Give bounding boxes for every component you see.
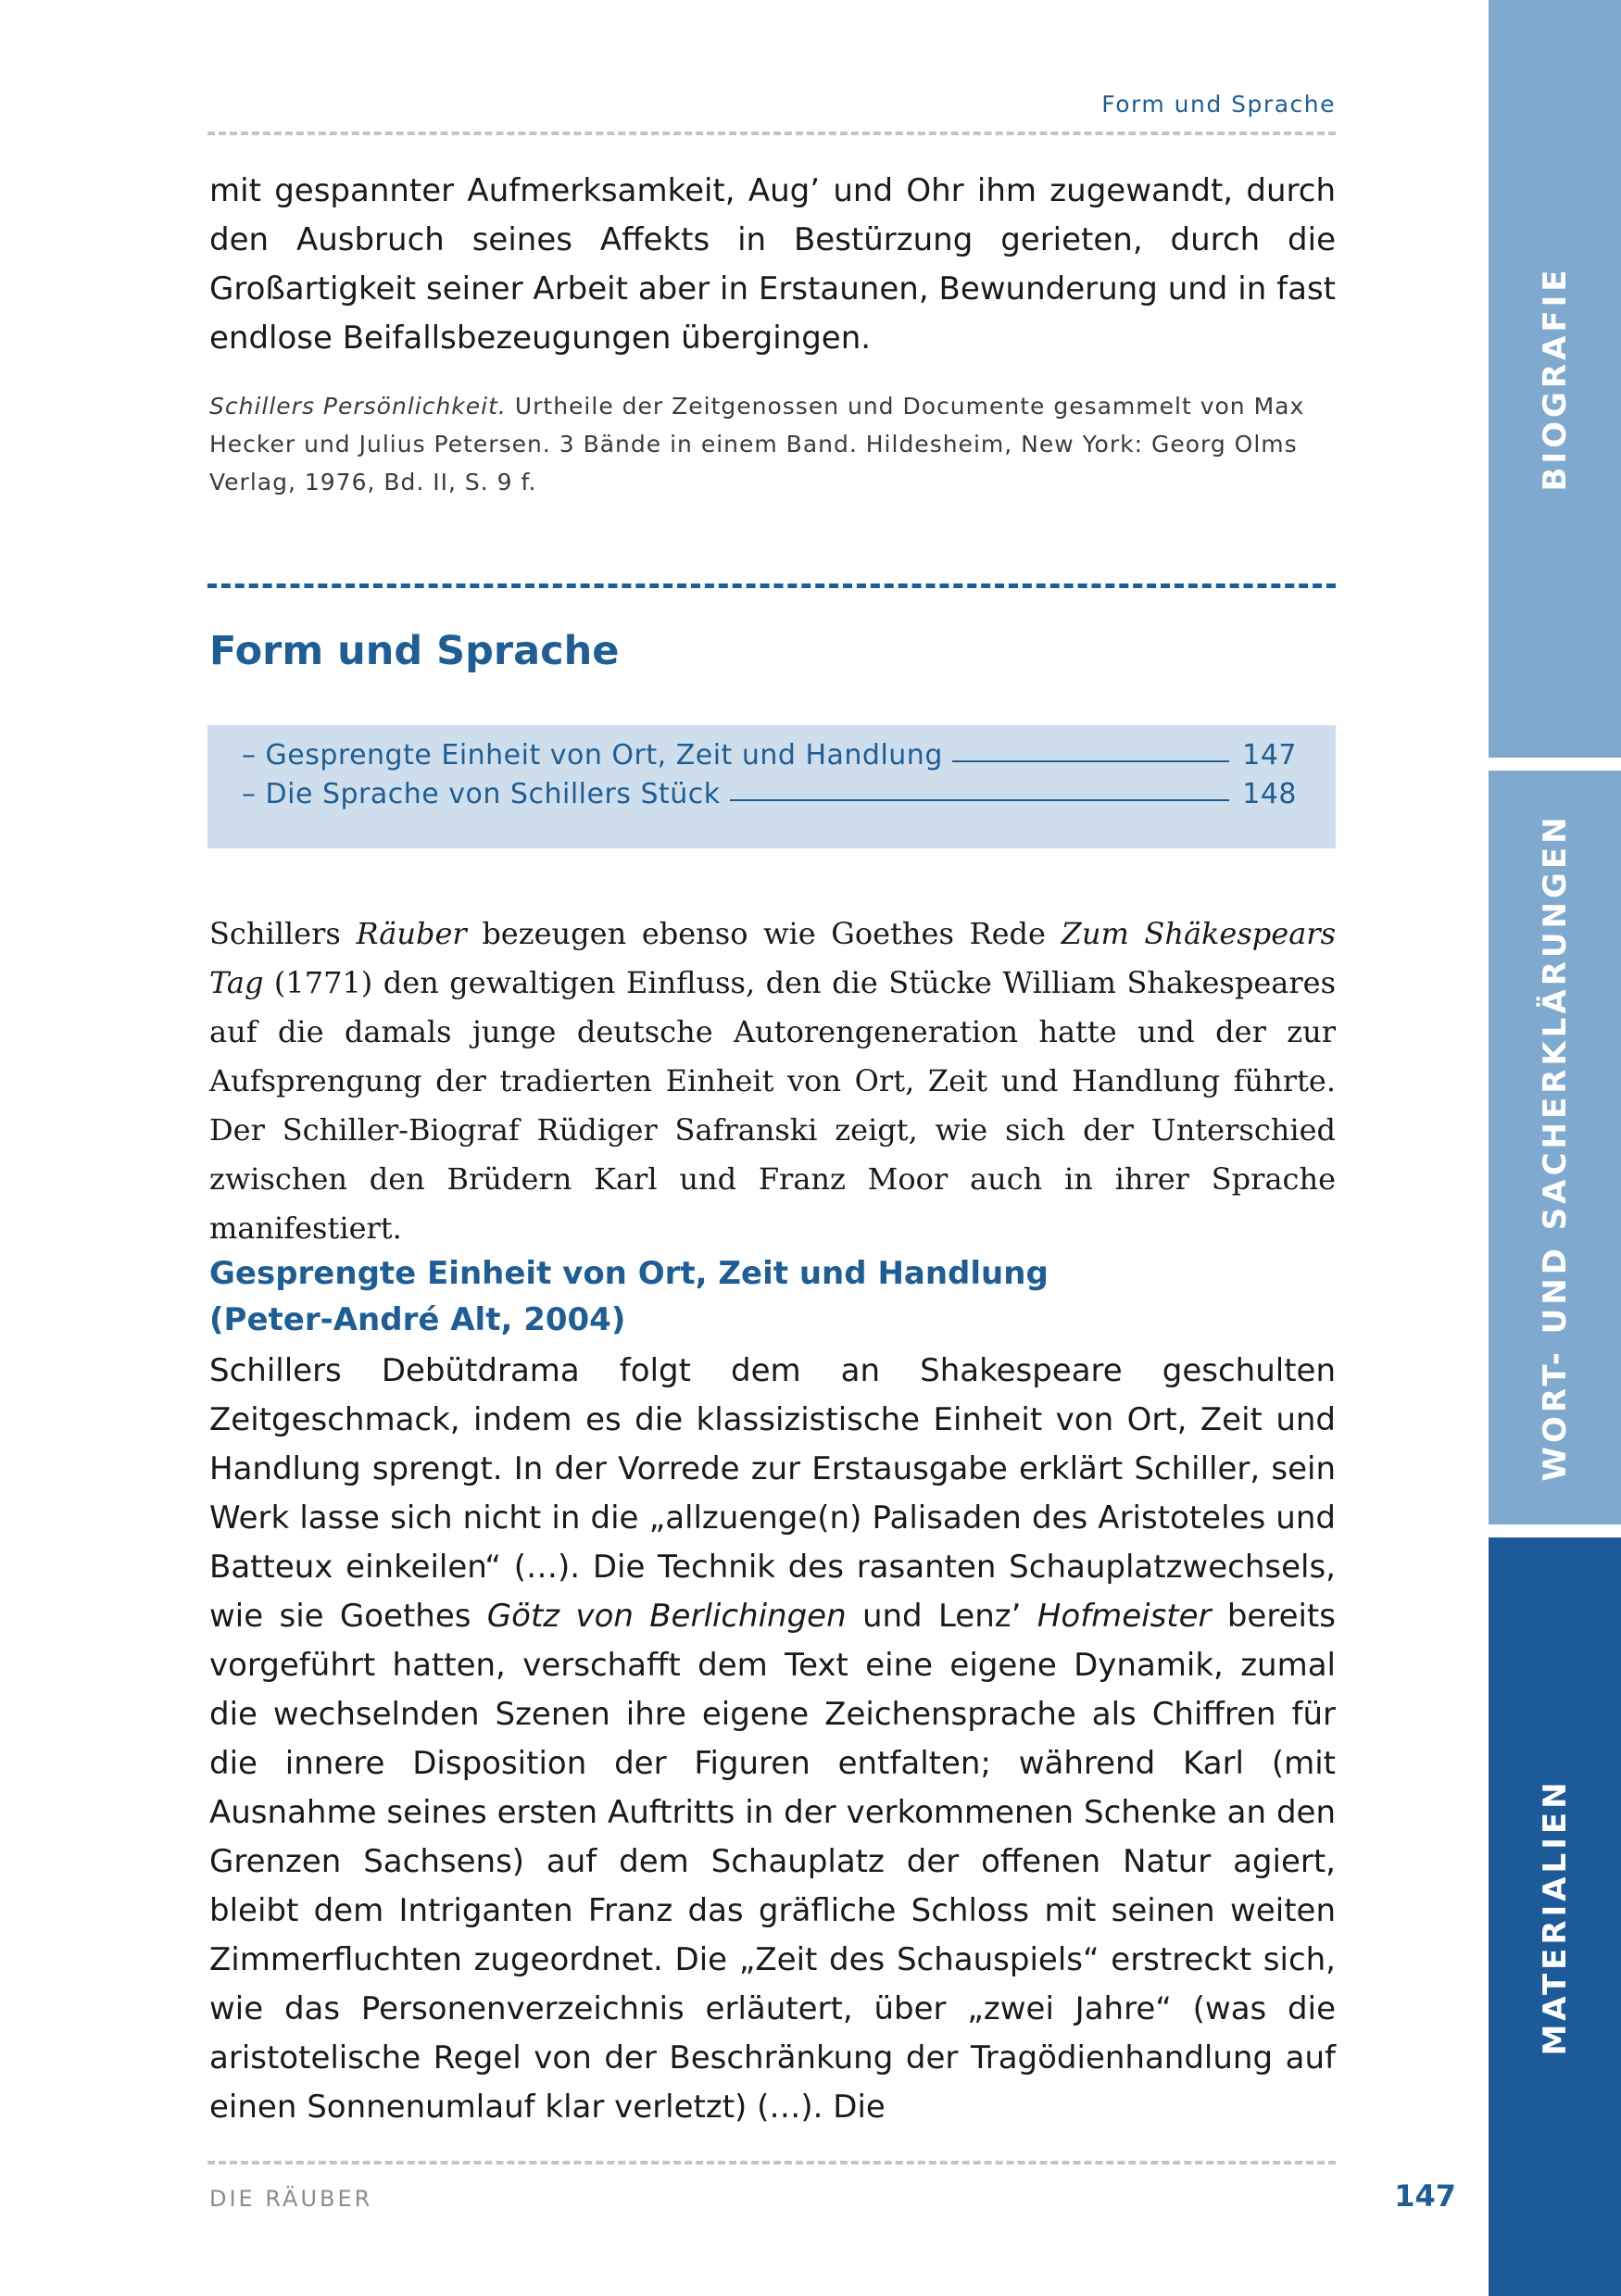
section-title: Form und Sprache	[209, 628, 620, 674]
source-citation	[209, 387, 1336, 501]
article-italic-title: Hofmeister	[1037, 1598, 1212, 1635]
lead-text: Schillers	[209, 916, 357, 951]
lead-italic-title: Räuber	[356, 916, 467, 951]
table-of-contents	[207, 725, 1336, 848]
article-text: und Lenz’	[846, 1598, 1037, 1635]
source-details: Urtheile der Zeitgenossen und Documente gesammelt von Max Hecker und Julius Petersen. 3 Bände in einem Band. Hildesheim, New York: Georg Olms Verlag, 1976, Bd. II, S. 9 f.	[209, 393, 1305, 496]
article-heading	[209, 1250, 1049, 1343]
header-divider	[207, 132, 1336, 135]
tab-materialien[interactable]	[1489, 1537, 1621, 2296]
lead-paragraph	[209, 910, 1336, 1253]
footer-book-title: DIE RÄUBER	[209, 2186, 373, 2212]
article-heading-author: (Peter-André Alt, 2004)	[209, 1301, 626, 1338]
article-heading-title: Gesprengte Einheit von Ort, Zeit und Handlung	[209, 1255, 1049, 1292]
running-header: Form und Sprache	[1101, 91, 1336, 118]
tab-wort-und-sacherklaerungen[interactable]	[1489, 771, 1621, 1524]
lead-text: (1771) den gewaltigen Einfluss, den die Stücke William Shakespeares auf die damals junge deutsche Autorengeneration hatte und der zur Aufsprengung der tradierten Einheit von Ort, Zeit und Handlung führte. Der Schiller-Biograf Rüdiger Safranski zeigt, wie sich der Unterschied zwischen den Brüdern Karl und Franz Moor auch in ihrer Sprache manifestiert.	[209, 965, 1336, 1246]
tab-materialien-label: MATERIALIEN	[1536, 1777, 1574, 2056]
toc-leader	[952, 760, 1229, 762]
toc-item-label: – Die Sprache von Schillers Stück	[242, 778, 721, 810]
article-text: Schillers Debütdrama folgt dem an Shakespeare geschulten Zeitgeschmack, indem es die klassizistische Einheit von Ort, Zeit und Handlung sprengt. In der Vorrede zur Erstausgabe erklärt Schiller, sein Werk lasse sich nicht in die „allzuenge(n) Palisaden des Aristoteles und Batteux einkeilen“ (…). Die Technik des rasanten Schauplatzwechsels, wie sie Goethes	[209, 1352, 1336, 1635]
toc-item[interactable]	[242, 734, 1297, 772]
footer-divider	[207, 2161, 1336, 2164]
page-number: 147	[1394, 2178, 1456, 2214]
toc-item-label: – Gesprengte Einheit von Ort, Zeit und Handlung	[242, 739, 943, 772]
tab-wort-label: WORT- UND SACHERKLÄRUNGEN	[1536, 813, 1574, 1482]
lead-italic-title: Zum Shäkespears Tag	[209, 916, 1337, 1000]
toc-leader	[730, 799, 1230, 801]
toc-item[interactable]	[242, 773, 1297, 810]
lead-text: bezeugen ebenso wie Goethes Rede	[466, 916, 1062, 951]
toc-item-page: 148	[1242, 778, 1297, 810]
article-italic-title: Götz von Berlichingen	[486, 1598, 847, 1635]
article-text: bereits vorgeführt hatten, verschafft dem Text eine eigene Dynamik, zumal die wechselnden Szenen ihre eigene Zeichensprache als Chiffren für die innere Disposition der Figuren entfalten; während Karl (mit Ausnahme seines ersten Auftritts in der verkommenen Schenke an den Grenzen Sachsens) auf dem Schauplatz der offenen Natur agiert, bleibt dem Intriganten Franz das gräfliche Schloss mit seinen weiten Zimmerfluchten zugeordnet. Die „Zeit des Schauspiels“ erstreckt sich, wie das Personenverzeichnis erläutert, über „zwei Jahre“ (was die aristotelische Regel von der Beschränkung der Tragödienhandlung auf einen Sonnenumlauf klar verletzt) (…). Die	[209, 1598, 1336, 2126]
tab-biografie-label: BIOGRAFIE	[1536, 266, 1574, 492]
intro-paragraph: mit gespannter Aufmerksamkeit, Aug’ und Ohr ihm zugewandt, durch den Ausbruch seines Affekts in Bestürzung gerieten, durch die Großartigkeit seiner Arbeit aber in Erstaunen, Bewunderung und in fast endlose Beifallsbezeugungen übergingen.	[209, 172, 1336, 357]
section-divider	[207, 583, 1336, 588]
article-body	[209, 1347, 1336, 2132]
toc-item-page: 147	[1242, 739, 1297, 772]
tab-biografie[interactable]	[1489, 0, 1621, 758]
source-title: Schillers Persönlichkeit.	[209, 393, 507, 420]
